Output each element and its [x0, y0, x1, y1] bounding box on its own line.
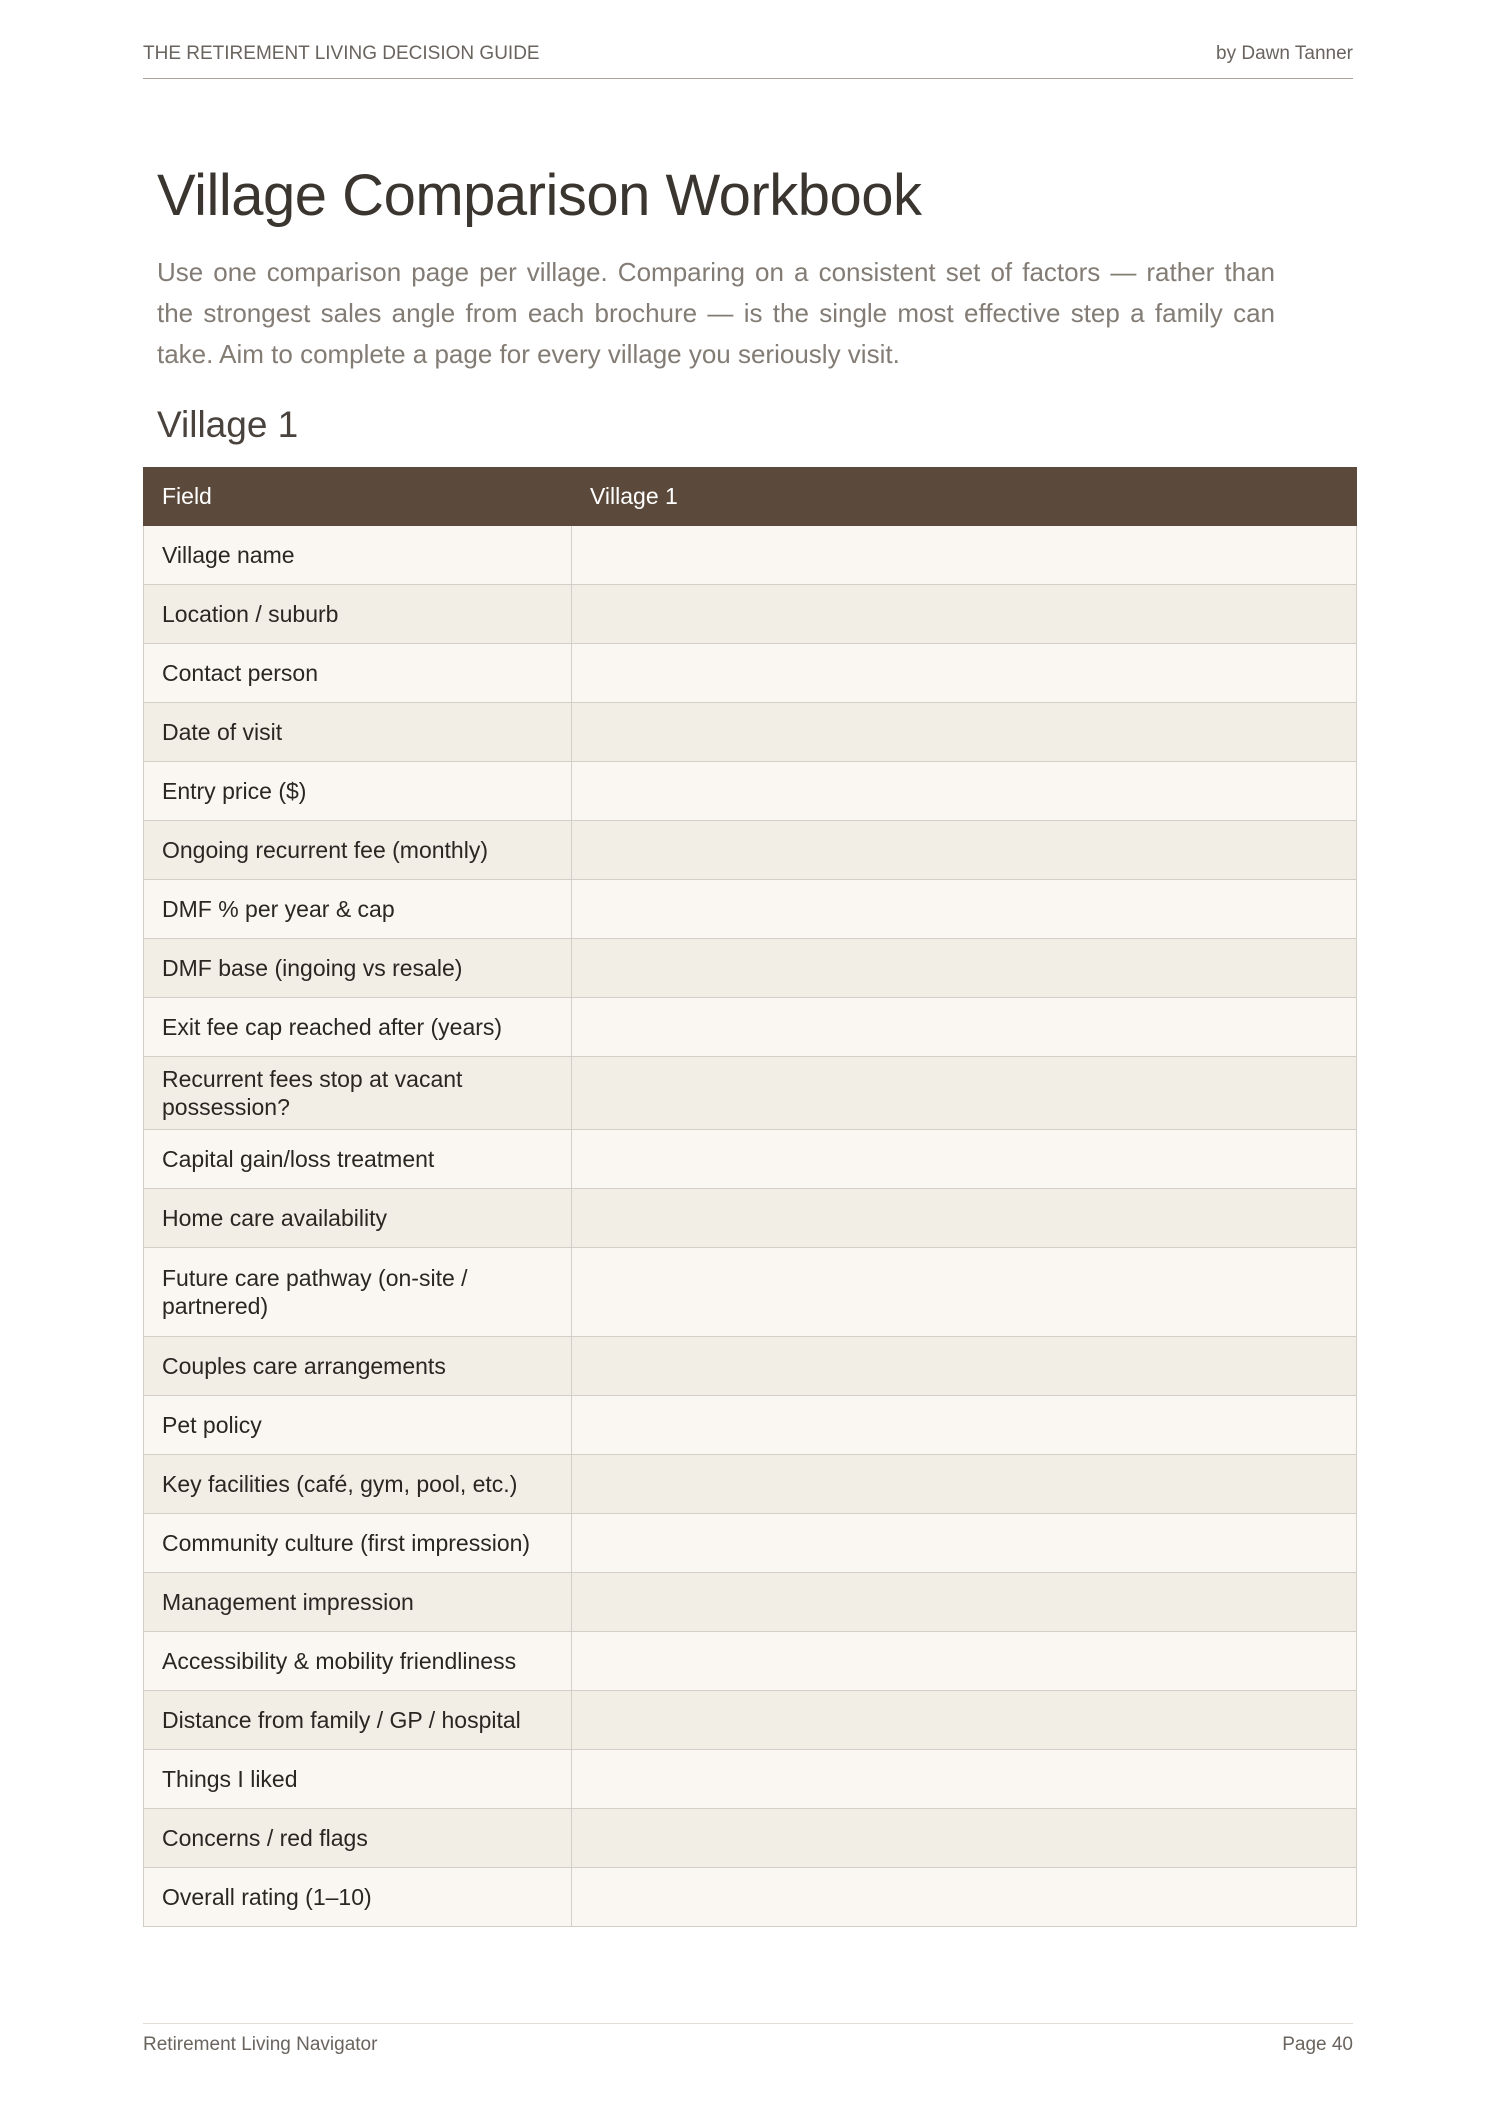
table-row [144, 1455, 1357, 1514]
table-row [144, 1809, 1357, 1868]
village-value-cell[interactable] [572, 1868, 1357, 1927]
table-body [144, 526, 1357, 1927]
table-row [144, 939, 1357, 998]
field-label: Couples care arrangements [144, 1337, 572, 1396]
table-row [144, 1514, 1357, 1573]
village-value-cell[interactable] [572, 1750, 1357, 1809]
village-value-cell[interactable] [572, 1130, 1357, 1189]
village-value-cell[interactable] [572, 939, 1357, 998]
column-header-field: Field [144, 468, 572, 526]
intro-paragraph: Use one comparison page per village. Comparing on a consistent set of factors — rather than the strongest sales angle from each brochure — is the single most effective step a family can take. Aim to complete a page for every village you seriously visit. [157, 257, 1275, 369]
village-value-cell[interactable] [572, 1396, 1357, 1455]
village-value-cell[interactable] [572, 821, 1357, 880]
section-title: Village 1 [157, 404, 299, 445]
table-row [144, 1248, 1357, 1337]
table-row [144, 1130, 1357, 1189]
field-label: Location / suburb [144, 585, 572, 644]
table-header-row [144, 468, 1357, 526]
table-row [144, 1750, 1357, 1809]
comparison-table [143, 467, 1357, 1927]
village-value-cell[interactable] [572, 1189, 1357, 1248]
village-value-cell[interactable] [572, 1691, 1357, 1750]
village-value-cell[interactable] [572, 1455, 1357, 1514]
village-value-cell[interactable] [572, 1573, 1357, 1632]
running-footer [143, 2023, 1353, 2064]
village-value-cell[interactable] [572, 762, 1357, 821]
field-label: Future care pathway (on-site / partnered) [144, 1248, 572, 1337]
village-value-cell[interactable] [572, 998, 1357, 1057]
field-label: Date of visit [144, 703, 572, 762]
field-label: Contact person [144, 644, 572, 703]
table-row [144, 1057, 1357, 1130]
field-label: Accessibility & mobility friendliness [144, 1632, 572, 1691]
table-row [144, 585, 1357, 644]
field-label: Capital gain/loss treatment [144, 1130, 572, 1189]
village-value-cell[interactable] [572, 703, 1357, 762]
table-row [144, 1632, 1357, 1691]
village-value-cell[interactable] [572, 1057, 1357, 1130]
table-row [144, 1396, 1357, 1455]
field-label: Exit fee cap reached after (years) [144, 998, 572, 1057]
village-value-cell[interactable] [572, 1809, 1357, 1868]
page-title: Village Comparison Workbook [157, 163, 922, 228]
running-header [143, 40, 1353, 79]
table-row [144, 762, 1357, 821]
field-label: Pet policy [144, 1396, 572, 1455]
field-label: Village name [144, 526, 572, 585]
table-row [144, 880, 1357, 939]
table-row [144, 526, 1357, 585]
village-value-cell[interactable] [572, 880, 1357, 939]
field-label: Overall rating (1–10) [144, 1868, 572, 1927]
field-label: Home care availability [144, 1189, 572, 1248]
table-row [144, 644, 1357, 703]
table-row [144, 1691, 1357, 1750]
village-value-cell[interactable] [572, 1248, 1357, 1337]
field-label: DMF base (ingoing vs resale) [144, 939, 572, 998]
table-row [144, 1189, 1357, 1248]
field-label: Community culture (first impression) [144, 1514, 572, 1573]
column-header-village: Village 1 [572, 468, 1357, 526]
field-label: Entry price ($) [144, 762, 572, 821]
village-value-cell[interactable] [572, 1632, 1357, 1691]
field-label: Recurrent fees stop at vacant possession? [144, 1057, 572, 1130]
table-row [144, 821, 1357, 880]
table-row [144, 1573, 1357, 1632]
table-row [144, 1337, 1357, 1396]
table-row [144, 1868, 1357, 1927]
field-label: Key facilities (café, gym, pool, etc.) [144, 1455, 572, 1514]
field-label: Concerns / red flags [144, 1809, 572, 1868]
field-label: Distance from family / GP / hospital [144, 1691, 572, 1750]
table-row [144, 998, 1357, 1057]
field-label: DMF % per year & cap [144, 880, 572, 939]
village-value-cell[interactable] [572, 1514, 1357, 1573]
field-label: Ongoing recurrent fee (monthly) [144, 821, 572, 880]
table-row [144, 703, 1357, 762]
field-label: Management impression [144, 1573, 572, 1632]
village-value-cell[interactable] [572, 1337, 1357, 1396]
field-label: Things I liked [144, 1750, 572, 1809]
guide-title: THE RETIREMENT LIVING DECISION GUIDE [143, 43, 540, 64]
village-value-cell[interactable] [572, 585, 1357, 644]
village-value-cell[interactable] [572, 526, 1357, 585]
page-number: Page 40 [1282, 2034, 1353, 2055]
village-value-cell[interactable] [572, 644, 1357, 703]
author-byline: by Dawn Tanner [1216, 43, 1353, 64]
publication-name: Retirement Living Navigator [143, 2034, 378, 2055]
